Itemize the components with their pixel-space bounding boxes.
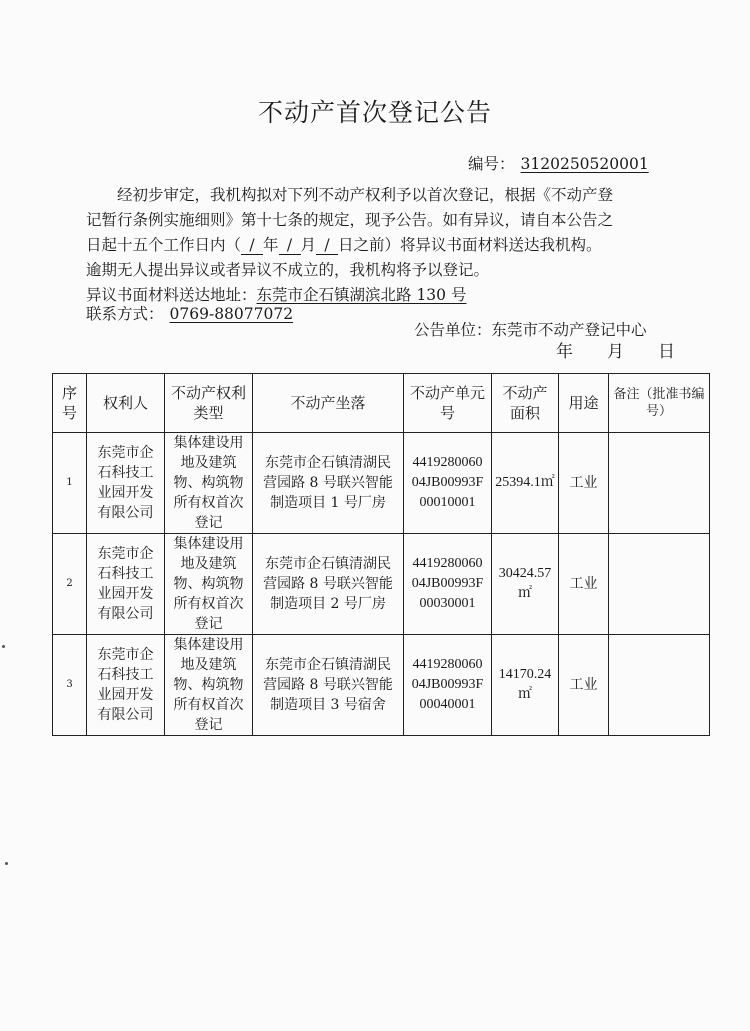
contact-line [86, 302, 305, 324]
row-use: 工业 [559, 534, 609, 635]
header-right-type: 不动产权利类型 [165, 374, 253, 433]
row-location: 东莞市企石镇清湖民营园路 8 号联兴智能制造项目 3 号宿舍 [253, 635, 404, 736]
header-owner: 权利人 [87, 374, 165, 433]
announcer-label: 公告单位： [414, 321, 492, 339]
scan-speck [2, 645, 5, 648]
month-label: 月 [300, 236, 317, 254]
row-use: 工业 [559, 433, 609, 534]
row-owner: 东莞市企石科技工业园开发有限公司 [87, 635, 165, 736]
date-line: 年 月 日 [556, 342, 675, 362]
notice-number [468, 152, 659, 174]
table-row [53, 534, 710, 635]
row-unit-no: 441928006004JB00993F00010001 [404, 433, 492, 534]
row-area: 25394.1㎡ [492, 433, 559, 534]
body-line-2: 记暂行条例实施细则》第十七条的规定，现予公告。如有异议，请自本公告之 [86, 211, 614, 229]
row-right-type: 集体建设用地及建筑物、构筑物所有权首次登记 [165, 534, 253, 635]
row-right-type: 集体建设用地及建筑物、构筑物所有权首次登记 [165, 433, 253, 534]
row-seq: 2 [53, 534, 87, 635]
month-blank: / [279, 236, 301, 255]
registration-table [52, 373, 710, 736]
address-value: 东莞市企石镇湖滨北路 130 号 [256, 286, 467, 304]
body-line-4: 逾期无人提出异议或者异议不成立的，我机构将予以登记。 [86, 261, 490, 279]
row-seq: 3 [53, 635, 87, 736]
day-blank: / [316, 236, 338, 255]
deadline-suffix: 日之前）将异议书面材料送达我机构。 [338, 236, 602, 254]
address-label: 异议书面材料送达地址： [86, 286, 257, 304]
body-line-3 [86, 233, 602, 255]
row-area: 30424.57㎡ [492, 534, 559, 635]
header-use: 用途 [559, 374, 609, 433]
row-remark [609, 433, 710, 534]
header-remark: 备注（批准书编号） [609, 374, 710, 433]
year-blank: / [241, 236, 263, 255]
row-owner: 东莞市企石科技工业园开发有限公司 [87, 433, 165, 534]
row-seq: 1 [53, 433, 87, 534]
header-area: 不动产面积 [492, 374, 559, 433]
announcer-value: 东莞市不动产登记中心 [491, 321, 647, 339]
body-line-1: 经初步审定，我机构拟对下列不动产权利予以首次登记，根据《不动产登 [117, 186, 614, 204]
row-right-type: 集体建设用地及建筑物、构筑物所有权首次登记 [165, 635, 253, 736]
row-owner: 东莞市企石科技工业园开发有限公司 [87, 534, 165, 635]
row-use: 工业 [559, 635, 609, 736]
contact-label: 联系方式： [86, 305, 164, 323]
table-row [53, 433, 710, 534]
deadline-prefix: 日起十五个工作日内（ [86, 236, 242, 254]
year-label: 年 [263, 236, 279, 254]
table-row [53, 635, 710, 736]
scan-speck [5, 862, 8, 865]
row-remark [609, 534, 710, 635]
row-unit-no: 441928006004JB00993F00030001 [404, 534, 492, 635]
header-seq: 序号 [53, 374, 87, 433]
header-unit-no: 不动产单元号 [404, 374, 492, 433]
table-header-row [53, 374, 710, 433]
notice-number-value: 3120250520001 [520, 155, 649, 173]
row-remark [609, 635, 710, 736]
row-location: 东莞市企石镇清湖民营园路 8 号联兴智能制造项目 2 号厂房 [253, 534, 404, 635]
row-location: 东莞市企石镇清湖民营园路 8 号联兴智能制造项目 1 号厂房 [253, 433, 404, 534]
notice-number-label: 编号： [468, 155, 515, 173]
page-title: 不动产首次登记公告 [257, 98, 492, 127]
row-area: 14170.24㎡ [492, 635, 559, 736]
header-location: 不动产坐落 [253, 374, 404, 433]
contact-value: 0769-88077072 [169, 305, 294, 323]
row-unit-no: 441928006004JB00993F00040001 [404, 635, 492, 736]
